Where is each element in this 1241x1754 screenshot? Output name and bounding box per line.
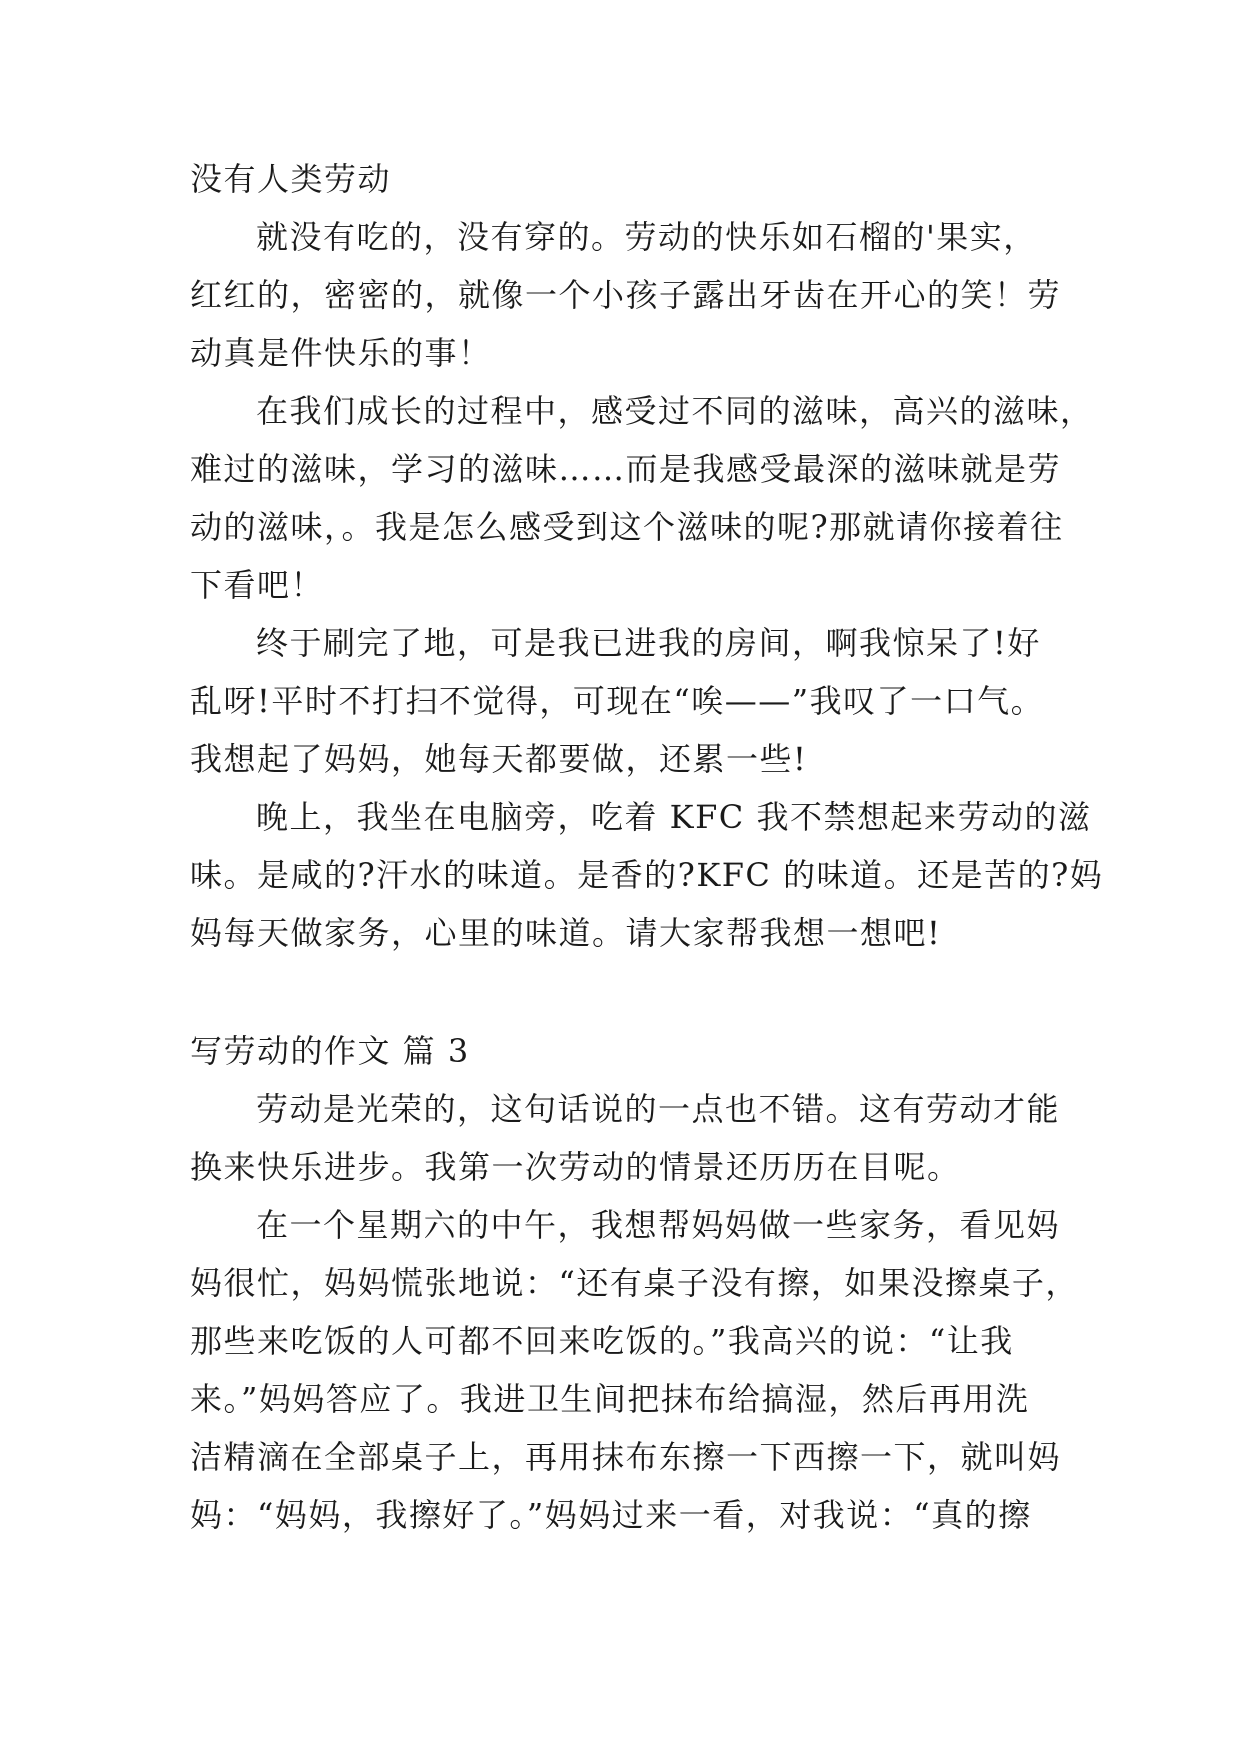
- paragraph-line: 妈每天做家务，心里的味道。请大家帮我想一想吧!: [190, 914, 942, 952]
- paragraph-line: 在一个星期六的中午，我想帮妈妈做一些家务，看见妈: [256, 1206, 1061, 1244]
- paragraph-line: 妈：“妈妈，我擦好了。”妈妈过来一看，对我说：“真的擦: [190, 1496, 1032, 1534]
- paragraph-line: 洁精滴在全部桌子上，再用抹布东擦一下西擦一下，就叫妈: [190, 1438, 1062, 1476]
- paragraph-line: 我想起了妈妈，她每天都要做，还累一些!: [190, 740, 808, 778]
- paragraph-line: 换来快乐进步。我第一次劳动的情景还历历在目呢。: [190, 1148, 961, 1186]
- section-title: 没有人类劳动: [190, 160, 392, 198]
- paragraph-line: 红红的，密密的，就像一个小孩子露出牙齿在开心的笑！劳: [190, 276, 1062, 314]
- paragraph: [190, 614, 1060, 788]
- paragraph: [190, 1196, 1079, 1544]
- paragraph: [190, 208, 1060, 382]
- paragraph-line: 来。”妈妈答应了。我进卫生间把抹布给搞湿，然后再用洗: [190, 1380, 1030, 1418]
- paragraph-line: 终于刷完了地，可是我已进我的房间，啊我惊呆了!好: [256, 624, 1041, 662]
- section-title: 写劳动的作文 篇 3: [190, 1032, 470, 1070]
- paragraph-line: 动真是件快乐的事！: [190, 334, 492, 372]
- paragraph-line: 下看吧！: [190, 566, 325, 604]
- paragraph-line: 乱呀!平时不打扫不觉得，可现在“唉——”我叹了一口气。: [190, 682, 1045, 720]
- section-gap: [190, 962, 1060, 1022]
- paragraph-line: 在我们成长的过程中，感受过不同的滋味，高兴的滋味，: [256, 392, 1094, 430]
- paragraph-line: 妈很忙，妈妈慌张地说：“还有桌子没有擦，如果没擦桌子，: [190, 1264, 1079, 1302]
- paragraph: [190, 382, 1094, 614]
- document-page: [190, 150, 1104, 1544]
- paragraph-line: 劳动是光荣的，这句话说的一点也不错。这有劳动才能: [256, 1090, 1061, 1128]
- paragraph-line: 晚上，我坐在电脑旁，吃着 KFC 我不禁想起来劳动的滋: [256, 798, 1092, 836]
- paragraph: [190, 1080, 1060, 1196]
- paragraph: [190, 788, 1104, 962]
- paragraph-line: 那些来吃饭的人可都不回来吃饭的。”我高兴的说：“让我: [190, 1322, 1014, 1360]
- paragraph-line: 就没有吃的，没有穿的。劳动的快乐如石榴的'果实，: [256, 218, 1037, 256]
- paragraph-line: 难过的滋味，学习的滋味……而是我感受最深的滋味就是劳: [190, 450, 1062, 488]
- paragraph-line: 味。是咸的?汗水的味道。是香的?KFC 的味道。还是苦的?妈: [190, 856, 1104, 894]
- paragraph-line: 动的滋味，。我是怎么感受到这个滋味的呢?那就请你接着往: [190, 508, 1064, 546]
